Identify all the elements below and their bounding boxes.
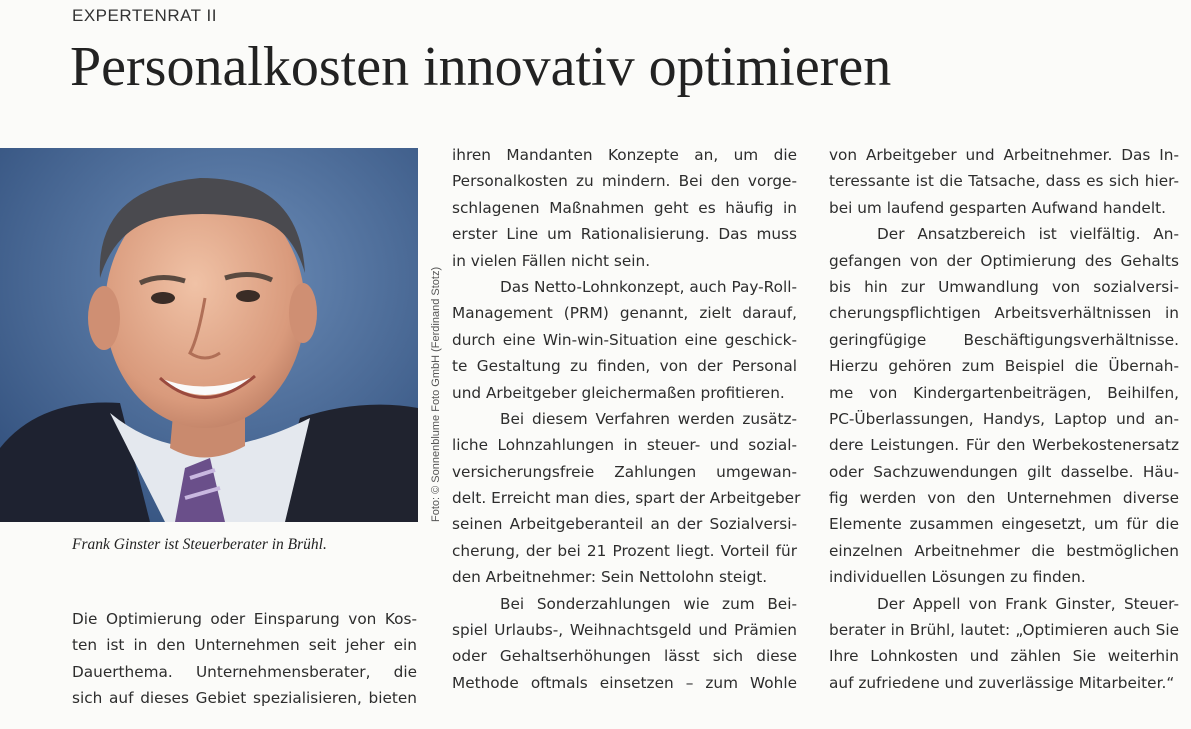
text-line: spiel Urlaubs-, Weihnachtsgeld und Prämien [452,621,797,640]
text-line: cherungspflichtigen Arbeitsverhältnissen in [829,304,1179,323]
text-line: Das Netto-Lohnkonzept, auch Pay-Roll- [500,277,797,296]
text-line: bis hin zur Umwandlung von sozialversi- [829,277,1179,296]
text-line: geringfügige Beschäftigungsverhältnisse. [829,330,1179,349]
article-column-1 [72,606,417,712]
text-line: Der Ansatzbereich ist vielfältig. An- [877,225,1179,244]
text-line: Ihre Lohnkosten und zählen Sie weiterhin [829,647,1179,666]
text-line: Personalkosten zu mindern. Bei den vorge- [452,172,797,191]
text-line: cherung, der bei 21 Prozent liegt. Vorteil für [452,541,797,560]
photo-credit: Foto: © Sonnenblume Foto GmbH (Ferdinand Stotz) [430,266,442,522]
text-line: bei um laufend gesparten Aufwand handelt. [829,198,1166,217]
text-line: fig werden von den Unternehmen diverse [829,489,1179,508]
section-rubric: EXPERTENRAT II [72,6,217,25]
text-line: und Arbeitgeber gleichermaßen profitieren. [452,383,785,402]
text-line: einzelnen Arbeitnehmer die bestmöglichen [829,541,1179,560]
text-line: berater in Brühl, lautet: „Optimieren auch Sie [829,621,1179,640]
text-line: ihren Mandanten Konzepte an, um die [452,146,797,164]
text-line: teressante ist die Tatsache, dass es sich hier- [829,172,1179,191]
text-line: in vielen Fällen nicht sein. [452,251,651,270]
text-line: auf zufriedene und zuverlässige Mitarbeiter.“ [829,673,1175,692]
text-line: von Arbeitgeber und Arbeitnehmer. Das In- [829,146,1179,164]
text-line: Bei Sonderzahlungen wie zum Bei- [500,594,797,613]
text-line: Management (PRM) genannt, zielt darauf, [452,304,797,323]
text-line: sich auf dieses Gebiet spezialisieren, bieten [72,689,417,708]
text-line: Die Optimierung oder Einsparung von Kos- [72,610,417,628]
text-line: Der Appell von Frank Ginster, Steuer- [877,594,1179,613]
text-line: liche Lohnzahlungen in steuer- und sozial- [452,436,797,455]
text-line: seinen Arbeitgeberanteil an der Sozialversi- [452,515,797,534]
article-column-2 [452,142,801,696]
text-line: Methode oftmals einsetzen – zum Wohle [452,673,797,692]
text-line: dere Leistungen. Für den Werbekostenersatz [829,436,1179,455]
text-line: me von Kindergartenbeiträgen, Beihilfen, [829,383,1179,402]
text-line: oder Sachzuwendungen gilt dasselbe. Häu- [829,462,1179,481]
text-line: erster Line um Rationalisierung. Das muss [452,225,797,244]
text-line: Elemente zusammen eingesetzt, um für die [829,515,1179,534]
article-column-3 [829,142,1179,696]
article-headline: Personalkosten innovativ optimieren [70,36,892,98]
text-line: te Gestaltung zu finden, von der Personal [452,357,797,376]
text-line: PC-Überlassungen, Handys, Laptop und an- [829,409,1179,428]
text-line: Bei diesem Verfahren werden zusätz- [500,409,797,428]
portrait-photo [0,148,418,522]
photo-caption: Frank Ginster ist Steuerberater in Brühl. [72,536,327,553]
text-line: ten ist in den Unternehmen seit jeher ein [72,636,417,655]
text-line: gefangen von der Optimierung des Gehalts [829,251,1179,270]
text-line: Hierzu gehören zum Beispiel die Übernah- [829,357,1179,376]
text-line: Dauerthema. Unternehmensberater, die [72,662,417,681]
text-line: versicherungsfreie Zahlungen umgewan- [452,462,797,481]
text-line: individuellen Lösungen zu finden. [829,568,1086,587]
text-line: durch eine Win-win-Situation eine geschick- [452,330,797,349]
text-line: delt. Erreicht man dies, spart der Arbeitgeber [452,489,801,508]
text-line: oder Gehaltserhöhungen lässt sich diese [452,647,797,666]
text-line: den Arbeitnehmer: Sein Nettolohn steigt. [452,568,768,587]
text-line: schlagenen Maßnahmen geht es häufig in [452,198,797,217]
